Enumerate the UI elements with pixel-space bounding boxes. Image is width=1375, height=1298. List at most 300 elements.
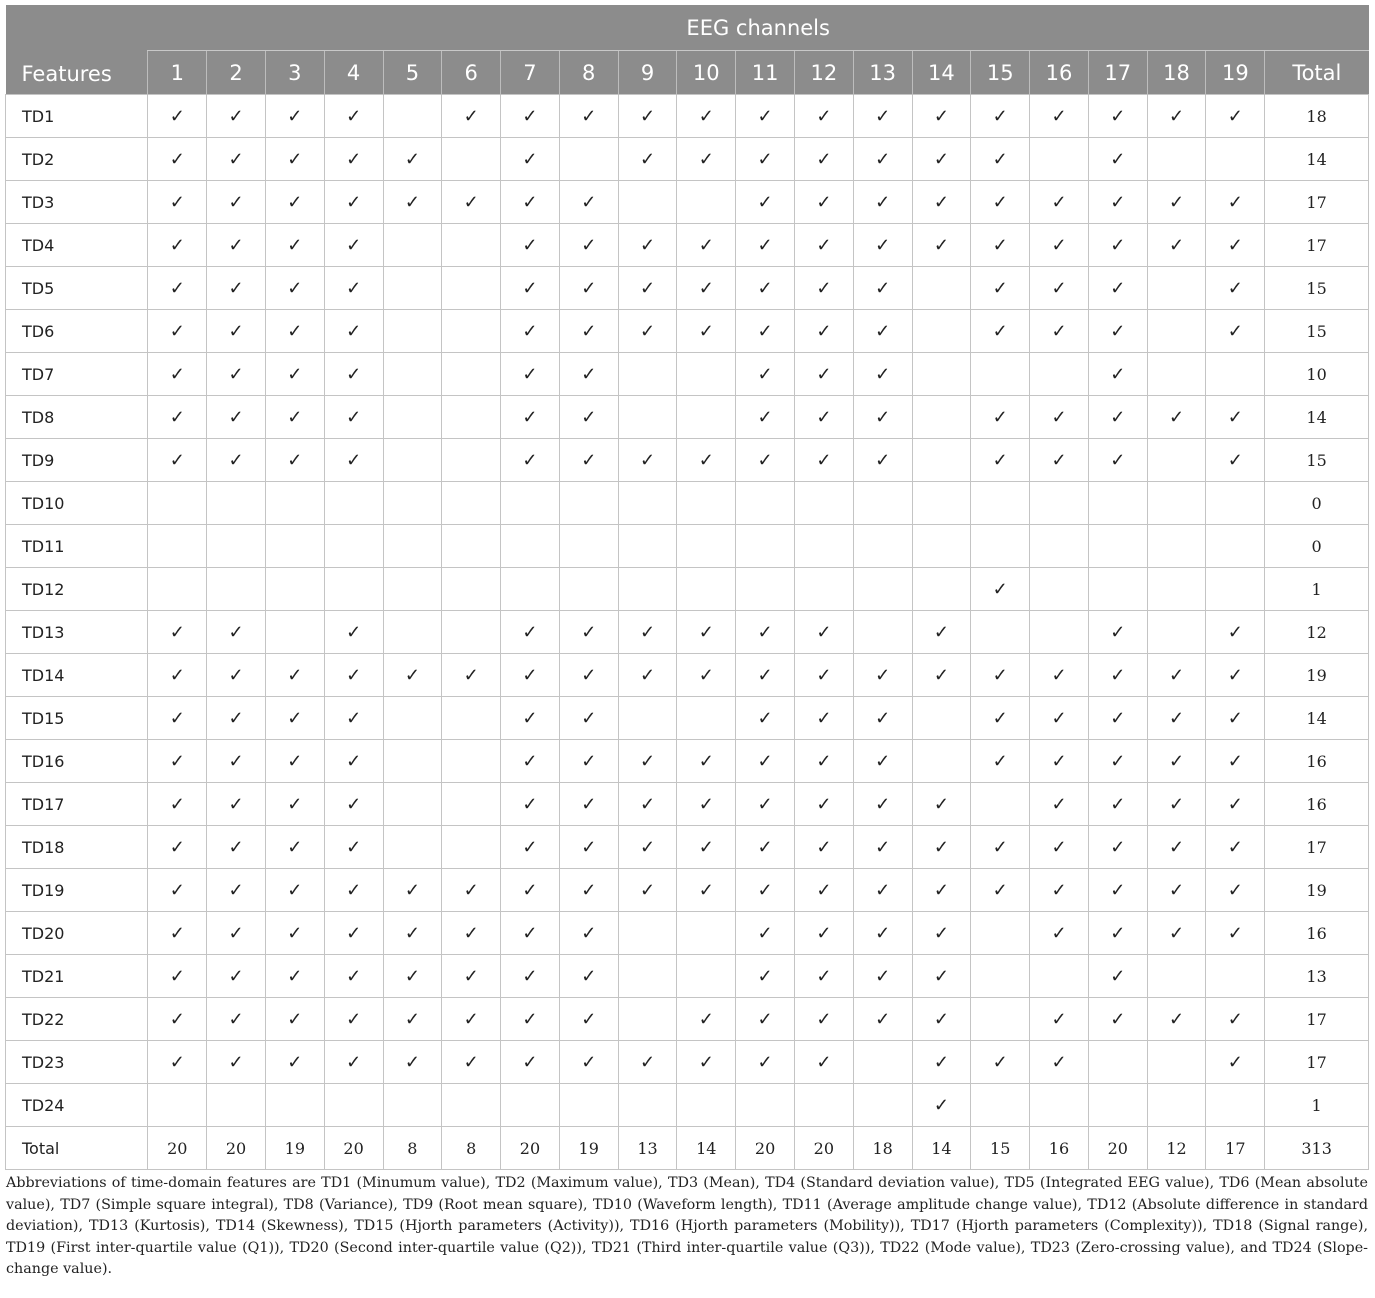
feature-label: TD24 [6,1084,148,1127]
table-row [6,869,1369,912]
check-mark-cell: ✓ [853,396,912,439]
check-mark-cell: ✓ [618,138,677,181]
check-mark-cell: ✓ [442,95,501,138]
channel-total: 14 [912,1127,971,1170]
empty-cell [736,568,795,611]
check-mark-cell: ✓ [1030,181,1089,224]
check-mark-cell: ✓ [1206,654,1265,697]
empty-cell [618,482,677,525]
empty-cell [1088,1084,1147,1127]
empty-cell [618,525,677,568]
check-mark-cell: ✓ [736,740,795,783]
check-mark-cell: ✓ [736,310,795,353]
check-mark-cell: ✓ [794,740,853,783]
channel-total: 20 [736,1127,795,1170]
check-mark-cell: ✓ [912,95,971,138]
check-mark-cell: ✓ [618,740,677,783]
empty-cell [1030,568,1089,611]
check-mark-cell: ✓ [853,998,912,1041]
check-mark-cell: ✓ [148,955,207,998]
check-mark-cell: ✓ [1088,654,1147,697]
empty-cell [853,611,912,654]
check-mark-cell: ✓ [442,1041,501,1084]
check-mark-cell: ✓ [1030,697,1089,740]
empty-cell [383,783,442,826]
check-mark-cell: ✓ [559,740,618,783]
check-mark-cell: ✓ [1206,697,1265,740]
feature-label: TD7 [6,353,148,396]
check-mark-cell: ✓ [1088,267,1147,310]
check-mark-cell: ✓ [736,826,795,869]
check-mark-cell: ✓ [794,138,853,181]
table-row [6,611,1369,654]
feature-label: TD16 [6,740,148,783]
empty-cell [618,568,677,611]
feature-label: TD6 [6,310,148,353]
check-mark-cell: ✓ [1147,396,1206,439]
table-body [6,95,1369,1170]
feature-label: TD12 [6,568,148,611]
check-mark-cell: ✓ [265,912,324,955]
table-row [6,138,1369,181]
check-mark-cell: ✓ [971,654,1030,697]
channel-header-17: 17 [1088,51,1147,95]
check-mark-cell: ✓ [677,998,736,1041]
empty-cell [207,482,266,525]
empty-cell [501,568,560,611]
feature-label: TD18 [6,826,148,869]
channel-total: 20 [1088,1127,1147,1170]
check-mark-cell: ✓ [1030,310,1089,353]
check-mark-cell: ✓ [736,396,795,439]
check-mark-cell: ✓ [1147,869,1206,912]
feature-label: TD9 [6,439,148,482]
table-header [6,5,1369,95]
check-mark-cell: ✓ [324,310,383,353]
check-mark-cell: ✓ [207,783,266,826]
check-mark-cell: ✓ [265,138,324,181]
empty-cell [442,138,501,181]
channel-total: 17 [1206,1127,1265,1170]
check-mark-cell: ✓ [501,740,560,783]
check-mark-cell: ✓ [383,955,442,998]
empty-cell [736,525,795,568]
row-total: 19 [1265,654,1369,697]
check-mark-cell: ✓ [559,611,618,654]
empty-cell [265,1084,324,1127]
check-mark-cell: ✓ [1030,439,1089,482]
feature-label: TD8 [6,396,148,439]
check-mark-cell: ✓ [1030,1041,1089,1084]
empty-cell [1088,568,1147,611]
empty-cell [1147,439,1206,482]
check-mark-cell: ✓ [1206,310,1265,353]
check-mark-cell: ✓ [618,310,677,353]
total-column-header: Total [1265,51,1369,95]
check-mark-cell: ✓ [148,396,207,439]
empty-cell [971,611,1030,654]
check-mark-cell: ✓ [853,912,912,955]
check-mark-cell: ✓ [853,955,912,998]
row-total: 15 [1265,439,1369,482]
check-mark-cell: ✓ [1206,912,1265,955]
table-row [6,740,1369,783]
table-row [6,1084,1369,1127]
check-mark-cell: ✓ [442,181,501,224]
check-mark-cell: ✓ [1088,611,1147,654]
empty-cell [1147,138,1206,181]
table-row [6,353,1369,396]
channel-header-19: 19 [1206,51,1265,95]
empty-cell [853,568,912,611]
channel-header-row [6,51,1369,95]
feature-label: TD15 [6,697,148,740]
check-mark-cell: ✓ [794,95,853,138]
empty-cell [1147,1084,1206,1127]
empty-cell [971,783,1030,826]
empty-cell [1206,138,1265,181]
check-mark-cell: ✓ [677,1041,736,1084]
check-mark-cell: ✓ [324,740,383,783]
check-mark-cell: ✓ [207,611,266,654]
feature-label: TD4 [6,224,148,267]
row-total: 18 [1265,95,1369,138]
table-row [6,955,1369,998]
check-mark-cell: ✓ [736,869,795,912]
check-mark-cell: ✓ [265,998,324,1041]
channel-total: 19 [559,1127,618,1170]
check-mark-cell: ✓ [1206,181,1265,224]
check-mark-cell: ✓ [736,697,795,740]
check-mark-cell: ✓ [265,783,324,826]
check-mark-cell: ✓ [736,439,795,482]
empty-cell [1147,955,1206,998]
empty-cell [853,1041,912,1084]
table-row [6,525,1369,568]
empty-cell [736,482,795,525]
check-mark-cell: ✓ [265,396,324,439]
empty-cell [559,138,618,181]
empty-cell [971,955,1030,998]
check-mark-cell: ✓ [1088,955,1147,998]
check-mark-cell: ✓ [912,869,971,912]
empty-cell [383,568,442,611]
check-mark-cell: ✓ [677,783,736,826]
channel-total: 20 [794,1127,853,1170]
empty-cell [501,482,560,525]
check-mark-cell: ✓ [1147,697,1206,740]
channel-header-14: 14 [912,51,971,95]
check-mark-cell: ✓ [1206,95,1265,138]
check-mark-cell: ✓ [207,439,266,482]
empty-cell [618,353,677,396]
empty-cell [383,439,442,482]
check-mark-cell: ✓ [1206,267,1265,310]
check-mark-cell: ✓ [265,869,324,912]
empty-cell [971,998,1030,1041]
check-mark-cell: ✓ [265,353,324,396]
empty-cell [442,267,501,310]
empty-cell [1088,482,1147,525]
table-row [6,826,1369,869]
check-mark-cell: ✓ [207,912,266,955]
check-mark-cell: ✓ [853,869,912,912]
check-mark-cell: ✓ [971,181,1030,224]
empty-cell [794,525,853,568]
check-mark-cell: ✓ [559,697,618,740]
check-mark-cell: ✓ [794,912,853,955]
channel-total: 15 [971,1127,1030,1170]
channel-total: 13 [618,1127,677,1170]
empty-cell [1030,353,1089,396]
row-total: 1 [1265,568,1369,611]
empty-cell [677,697,736,740]
check-mark-cell: ✓ [148,353,207,396]
check-mark-cell: ✓ [794,783,853,826]
empty-cell [1147,568,1206,611]
empty-cell [971,1084,1030,1127]
empty-cell [1030,1084,1089,1127]
check-mark-cell: ✓ [794,439,853,482]
check-mark-cell: ✓ [324,697,383,740]
check-mark-cell: ✓ [912,998,971,1041]
check-mark-cell: ✓ [677,310,736,353]
table-footnote: Abbreviations of time-domain features are TD1 (Minumum value), TD2 (Maximum value), TD3 (Mean), TD4 (Standard deviation value), TD5 (Integrated EEG value), TD6 (Mean absolute value), TD7 (Simple square integral), TD8 (Variance), TD9 (Root mean square), TD10 (Waveform length), TD11 (Average amplitude change value), TD12 (Absolute difference in standard deviation), TD13 (Kurtosis), TD14 (Skewness), TD15 (Hjorth parameters (Activity)), TD16 (Hjorth parameters (Mobility)), TD17 (Hjorth parameters (Complexity)), TD18 (Signal range), TD19 (First inter-quartile value (Q1)), TD20 (Second inter-quartile value (Q2)), TD21 (Third inter-quartile value (Q3)), TD22 (Mode value), TD23 (Zero-crossing value), and TD24 (Slope-change value). [6,1175,1368,1277]
empty-cell [912,267,971,310]
check-mark-cell: ✓ [501,955,560,998]
check-mark-cell: ✓ [794,998,853,1041]
empty-cell [442,396,501,439]
check-mark-cell: ✓ [265,267,324,310]
check-mark-cell: ✓ [971,138,1030,181]
check-mark-cell: ✓ [736,95,795,138]
empty-cell [207,525,266,568]
check-mark-cell: ✓ [148,912,207,955]
check-mark-cell: ✓ [207,267,266,310]
check-mark-cell: ✓ [148,439,207,482]
empty-cell [1147,267,1206,310]
check-mark-cell: ✓ [912,826,971,869]
check-mark-cell: ✓ [265,224,324,267]
check-mark-cell: ✓ [618,869,677,912]
check-mark-cell: ✓ [1088,439,1147,482]
table-row [6,310,1369,353]
check-mark-cell: ✓ [148,224,207,267]
empty-cell [853,525,912,568]
table-row [6,697,1369,740]
empty-cell [265,525,324,568]
check-mark-cell: ✓ [1206,439,1265,482]
empty-cell [912,310,971,353]
row-total: 0 [1265,482,1369,525]
check-mark-cell: ✓ [207,353,266,396]
check-mark-cell: ✓ [677,826,736,869]
check-mark-cell: ✓ [265,1041,324,1084]
feature-label: TD22 [6,998,148,1041]
check-mark-cell: ✓ [912,1084,971,1127]
check-mark-cell: ✓ [853,697,912,740]
check-mark-cell: ✓ [1147,224,1206,267]
empty-cell [1030,611,1089,654]
table-row [6,654,1369,697]
row-total: 0 [1265,525,1369,568]
channel-total: 16 [1030,1127,1089,1170]
table-row [6,267,1369,310]
check-mark-cell: ✓ [1030,826,1089,869]
feature-label: TD2 [6,138,148,181]
feature-label: TD3 [6,181,148,224]
empty-cell [559,568,618,611]
channel-header-10: 10 [677,51,736,95]
check-mark-cell: ✓ [501,95,560,138]
check-mark-cell: ✓ [148,654,207,697]
check-mark-cell: ✓ [912,783,971,826]
check-mark-cell: ✓ [1147,654,1206,697]
check-mark-cell: ✓ [324,654,383,697]
feature-label: TD13 [6,611,148,654]
check-mark-cell: ✓ [618,611,677,654]
check-mark-cell: ✓ [853,826,912,869]
check-mark-cell: ✓ [265,439,324,482]
check-mark-cell: ✓ [912,654,971,697]
empty-cell [501,1084,560,1127]
empty-cell [912,482,971,525]
check-mark-cell: ✓ [207,95,266,138]
row-total: 19 [1265,869,1369,912]
empty-cell [1030,138,1089,181]
empty-cell [853,1084,912,1127]
row-total: 13 [1265,955,1369,998]
channel-total: 14 [677,1127,736,1170]
empty-cell [1206,1084,1265,1127]
check-mark-cell: ✓ [207,998,266,1041]
empty-cell [1206,525,1265,568]
check-mark-cell: ✓ [442,955,501,998]
empty-cell [324,1084,383,1127]
check-mark-cell: ✓ [207,869,266,912]
check-mark-cell: ✓ [207,310,266,353]
check-mark-cell: ✓ [971,568,1030,611]
row-total: 16 [1265,912,1369,955]
empty-cell [559,1084,618,1127]
table-row [6,482,1369,525]
check-mark-cell: ✓ [559,439,618,482]
check-mark-cell: ✓ [736,181,795,224]
empty-cell [442,224,501,267]
empty-cell [912,353,971,396]
empty-cell [383,310,442,353]
check-mark-cell: ✓ [736,267,795,310]
check-mark-cell: ✓ [853,138,912,181]
check-mark-cell: ✓ [794,869,853,912]
check-mark-cell: ✓ [324,869,383,912]
empty-cell [1147,482,1206,525]
empty-cell [442,740,501,783]
check-mark-cell: ✓ [677,740,736,783]
check-mark-cell: ✓ [853,783,912,826]
check-mark-cell: ✓ [1030,783,1089,826]
check-mark-cell: ✓ [971,439,1030,482]
channel-total: 20 [324,1127,383,1170]
check-mark-cell: ✓ [383,998,442,1041]
check-mark-cell: ✓ [971,826,1030,869]
check-mark-cell: ✓ [1088,396,1147,439]
channel-header-9: 9 [618,51,677,95]
check-mark-cell: ✓ [1147,95,1206,138]
check-mark-cell: ✓ [736,955,795,998]
check-mark-cell: ✓ [559,869,618,912]
empty-cell [442,783,501,826]
check-mark-cell: ✓ [1088,224,1147,267]
empty-cell [265,568,324,611]
empty-cell [618,1084,677,1127]
check-mark-cell: ✓ [1088,138,1147,181]
check-mark-cell: ✓ [148,740,207,783]
empty-cell [383,353,442,396]
check-mark-cell: ✓ [148,181,207,224]
channel-total: 19 [265,1127,324,1170]
check-mark-cell: ✓ [736,138,795,181]
check-mark-cell: ✓ [383,181,442,224]
check-mark-cell: ✓ [501,869,560,912]
empty-cell [618,181,677,224]
check-mark-cell: ✓ [442,869,501,912]
check-mark-cell: ✓ [1206,740,1265,783]
check-mark-cell: ✓ [148,826,207,869]
check-mark-cell: ✓ [148,310,207,353]
check-mark-cell: ✓ [501,654,560,697]
check-mark-cell: ✓ [148,783,207,826]
empty-cell [677,1084,736,1127]
check-mark-cell: ✓ [677,138,736,181]
empty-cell [324,568,383,611]
check-mark-cell: ✓ [1030,869,1089,912]
channel-total: 8 [383,1127,442,1170]
empty-cell [736,1084,795,1127]
check-mark-cell: ✓ [383,1041,442,1084]
check-mark-cell: ✓ [559,998,618,1041]
check-mark-cell: ✓ [559,955,618,998]
check-mark-cell: ✓ [618,224,677,267]
check-mark-cell: ✓ [559,1041,618,1084]
check-mark-cell: ✓ [1030,998,1089,1041]
check-mark-cell: ✓ [1147,181,1206,224]
channel-header-11: 11 [736,51,795,95]
empty-cell [442,525,501,568]
check-mark-cell: ✓ [912,138,971,181]
empty-cell [383,826,442,869]
table-row [6,95,1369,138]
channel-header-12: 12 [794,51,853,95]
check-mark-cell: ✓ [794,1041,853,1084]
check-mark-cell: ✓ [442,912,501,955]
check-mark-cell: ✓ [148,138,207,181]
check-mark-cell: ✓ [971,740,1030,783]
check-mark-cell: ✓ [207,955,266,998]
check-mark-cell: ✓ [677,654,736,697]
check-mark-cell: ✓ [559,826,618,869]
empty-cell [1030,955,1089,998]
check-mark-cell: ✓ [853,740,912,783]
check-mark-cell: ✓ [442,998,501,1041]
empty-cell [559,482,618,525]
empty-cell [1030,482,1089,525]
check-mark-cell: ✓ [265,955,324,998]
eeg-channels-group-header: EEG channels [148,5,1369,51]
check-mark-cell: ✓ [559,654,618,697]
check-mark-cell: ✓ [559,783,618,826]
grand-total: 313 [1265,1127,1369,1170]
